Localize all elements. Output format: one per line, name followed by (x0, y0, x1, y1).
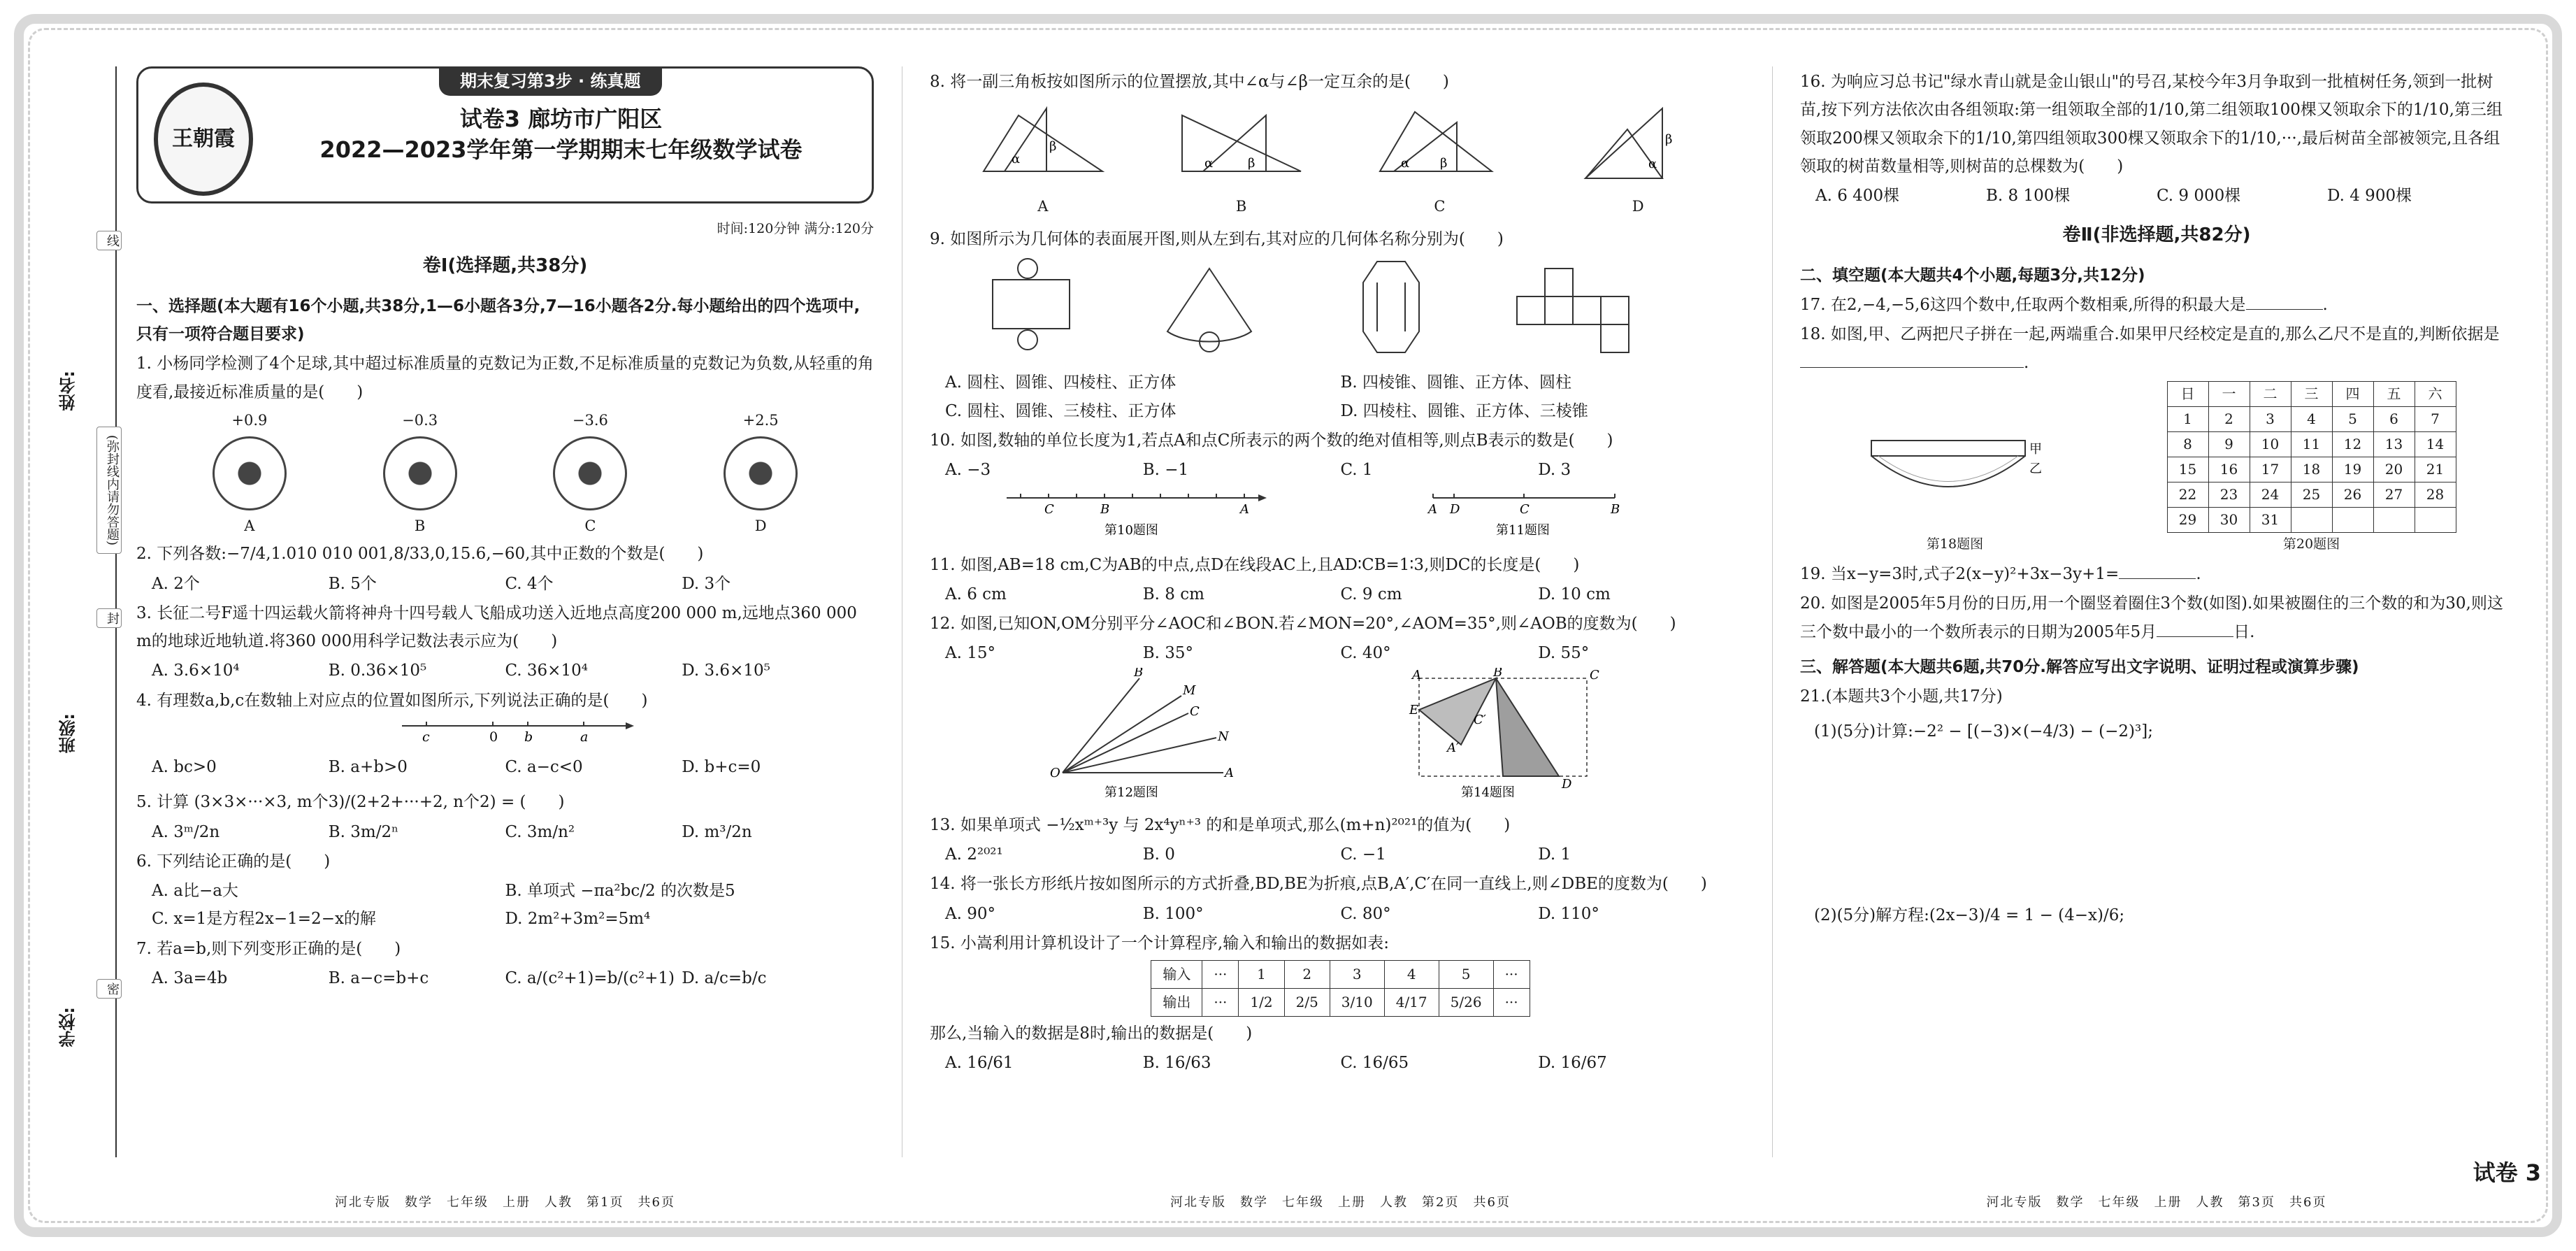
q8-figures (930, 97, 1751, 224)
q10-caption: 第10题图 (1104, 523, 1158, 538)
q18-figure (1857, 420, 2053, 556)
option-a: A. 3.6×10⁴ (152, 662, 240, 680)
exam-title-line1: 试卷3 廊坊市广阳区 (459, 106, 663, 132)
answer-blank[interactable] (1800, 367, 2024, 368)
q11-options (930, 580, 1751, 608)
option-d: D. 110° (1538, 904, 1599, 923)
option-a: A. 90° (945, 904, 995, 923)
q4-number-line (136, 716, 870, 744)
q10-options (930, 456, 1751, 484)
q14-caption: 第14题图 (1461, 785, 1515, 800)
option-c: C. 40° (1340, 644, 1391, 663)
school-label: 学校: (59, 1007, 78, 1048)
question-19: 19. 当x−y=3时,式子2(x−y)²+3x−3y+1= . (1800, 565, 2201, 583)
q16-options (1800, 182, 2513, 210)
option-b: B. −1 (1142, 461, 1189, 479)
soccer-ball-icon (383, 436, 457, 510)
svg-text:B: B (1100, 502, 1110, 517)
option-a: A. 6 400棵 (1815, 187, 1900, 205)
section2-instructions: 二、填空题(本大题共4个小题,每题3分,共12分) (1800, 266, 2145, 285)
option-b: B. a+b>0 (328, 758, 408, 776)
svg-text:α: α (1011, 152, 1021, 167)
question-15-ask: 那么,当输入的数据是8时,输出的数据是( ) (930, 1024, 1253, 1043)
page-2 (930, 66, 1751, 1210)
axis-label-b: b (524, 729, 533, 744)
option-c: C. a/(c²+1)=b/(c²+1) (505, 968, 675, 987)
q20-figure (2167, 381, 2456, 556)
option-b: B. 0 (1142, 845, 1175, 864)
svg-text:B: B (1493, 667, 1503, 680)
option-d: D. 3.6×10⁵ (682, 662, 770, 680)
option-c: C. −1 (1340, 845, 1386, 864)
q6-options (136, 877, 874, 934)
option-b: B. 单项式 −πa²bc/2 的次数是5 (505, 882, 735, 900)
q14-options (930, 900, 1751, 928)
seal-mark-feng: 封 (96, 608, 122, 628)
may-2005-calendar (2167, 381, 2456, 533)
page-footer-3: 河北专版 数学 七年级 上册 人教 第3页 共6页 (1986, 1194, 2327, 1210)
option-b: B. 5个 (328, 574, 377, 593)
svg-text:α: α (1648, 157, 1657, 172)
q8-figure-b: α β B (1175, 101, 1308, 220)
option-d: D. 16/67 (1538, 1054, 1607, 1073)
calendar-header: 日 一 二 三 四 五 六 (2167, 381, 2456, 406)
q15-io-table (1151, 960, 1530, 1017)
svg-text:A′: A′ (1447, 740, 1460, 755)
answer-blank[interactable] (2157, 636, 2233, 637)
ruler-diagram (1857, 420, 2053, 524)
option-c: C. 4个 (505, 574, 554, 593)
calendar-row: 29 30 31 (2167, 507, 2456, 532)
page-footer-2: 河北专版 数学 七年级 上册 人教 第2页 共6页 (1170, 1194, 1511, 1210)
part1-title: 卷Ⅰ(选择题,共38分) (422, 255, 588, 277)
table-row: 输出 ··· 1/2 2/5 3/10 4/17 5/26 ··· (1151, 989, 1530, 1017)
svg-text:N: N (1218, 729, 1229, 744)
option-d: D. 3个 (682, 574, 731, 593)
svg-text:A: A (1412, 667, 1421, 682)
calendar-row: 1 2 3 4 5 6 7 (2167, 406, 2456, 431)
option-d: D. 4 900棵 (2327, 187, 2412, 205)
page-1 (136, 66, 874, 1210)
question-1: 1. 小杨同学检测了4个足球,其中超过标准质量的克数记为正数,不足标准质量的克数记为负数,从轻重的角度看,最接近标准质量的是( ) (136, 355, 874, 401)
question-6: 6. 下列结论正确的是( ) (136, 852, 331, 871)
answer-blank[interactable] (2119, 578, 2196, 579)
option-a: A. 圆柱、圆锥、四棱柱、正方体 (945, 373, 1177, 392)
option-c: C. 3m/n² (505, 822, 575, 841)
question-7: 7. 若a=b,则下列变形正确的是( ) (136, 939, 401, 958)
review-step-badge: 期末复习第3步 · 练真题 (439, 66, 662, 96)
seal-mark-xian: 线 (96, 231, 122, 250)
table-row: 输入 ··· 1 2 3 4 5 ··· (1151, 961, 1530, 989)
option-b: B. 100° (1142, 904, 1204, 923)
exam-title (264, 103, 858, 165)
q15-options (930, 1049, 1751, 1077)
question-17: 17. 在2,−4,−5,6这四个数中,任取两个数相乘,所得的积最大是 . (1800, 296, 2328, 314)
svg-text:β: β (1247, 156, 1255, 171)
svg-text:A: A (1428, 502, 1437, 517)
svg-text:β: β (1665, 132, 1673, 148)
q12-options (930, 639, 1751, 667)
question-3: 3. 长征二号F遥十四运载火箭将神舟十四号载人飞船成功送入近地点高度200 000 m,远地点360 000 m的地球近地轨道.将360 000用科学记数法表示应为( ) (136, 603, 857, 650)
question-13: 13. 如果单项式 −½xᵐ⁺³y 与 2x⁴yⁿ⁺³ 的和是单项式,那么(m+n)²⁰²¹的值为( ) (930, 815, 1511, 834)
q9-options (930, 369, 1751, 425)
q20-caption: 第20题图 (2282, 536, 2340, 552)
option-a: A. 16/61 (945, 1054, 1014, 1073)
question-12: 12. 如图,已知ON,OM分别平分∠AOC和∠BON.若∠MON=20°,∠AOM=35°,则∠AOB的度数为( ) (930, 615, 1676, 633)
option-c: C. 80° (1340, 904, 1391, 923)
option-c: C. a−c<0 (505, 758, 583, 776)
option-a: A. 6 cm (945, 585, 1007, 603)
svg-text:C: C (1590, 667, 1599, 682)
option-a: A. 3a=4b (152, 968, 228, 987)
question-4: 4. 有理数a,b,c在数轴上对应点的位置如图所示,下列说法正确的是( ) (136, 691, 648, 710)
option-b: B. 8 100棵 (1986, 187, 2071, 205)
option-d: D. 55° (1538, 644, 1590, 663)
svg-text:M: M (1183, 682, 1196, 698)
question-8: 8. 将一副三角板按如图所示的位置摆放,其中∠α与∠β一定互余的是( ) (930, 73, 1449, 91)
svg-text:O: O (1050, 765, 1060, 780)
option-b: B. 四棱锥、圆锥、正方体、圆柱 (1340, 373, 1572, 392)
option-c: C. 圆柱、圆锥、三棱柱、正方体 (945, 401, 1177, 420)
question-5: 5. 计算 (3×3×···×3, m个3)/(2+2+···+2, n个2) = ( ) (136, 793, 565, 812)
option-d: D. 2m²+3m²=5m⁴ (505, 910, 651, 929)
option-c: C. 9 000棵 (2157, 187, 2241, 205)
page-3 (1800, 66, 2513, 1210)
svg-text:甲: 甲 (2029, 442, 2042, 457)
soccer-ball-icon (724, 436, 798, 510)
q8-figure-c: α β C (1373, 101, 1506, 220)
option-b: B. 35° (1142, 644, 1194, 663)
question-9: 9. 如图所示为几何体的表面展开图,则从左到右,其对应的几何体名称分别为( ) (930, 229, 1504, 248)
page-footer-1: 河北专版 数学 七年级 上册 人教 第1页 共6页 (335, 1194, 675, 1210)
option-a: A. 2个 (152, 574, 200, 593)
answer-space[interactable] (1800, 746, 2513, 900)
q4-options (136, 753, 874, 781)
q1-ball-a: +0.9 A (213, 408, 287, 539)
svg-text:D: D (1562, 776, 1572, 792)
question-2: 2. 下列各数:−7/4,1.010 010 001,8/33,0,15.6,−60,其中正数的个数是( ) (136, 545, 704, 564)
name-label: 姓名: (59, 371, 78, 411)
option-a: A. 3ᵐ/2n (152, 822, 220, 841)
paper-number: 试卷 3 (2473, 1159, 2541, 1186)
triangle-ruler-diagram (1373, 101, 1506, 185)
svg-text:B: B (1134, 667, 1144, 680)
svg-text:B: B (1611, 502, 1620, 517)
option-b: B. 3m/2ⁿ (328, 822, 399, 841)
option-c: C. 16/65 (1340, 1054, 1409, 1073)
option-d: D. 1 (1538, 845, 1571, 864)
svg-text:β: β (1049, 139, 1057, 155)
q9-nets-figure (930, 255, 1748, 359)
q1-ball-b: −0.3 B (383, 408, 457, 539)
q5-options (136, 818, 874, 846)
question-18: 18. 如图,甲、乙两把尺子拼在一起,两端重合.如果甲尺经校定是直的,那么乙尺不是直的,判断依据是. (1800, 325, 2500, 372)
q2-options (136, 570, 874, 598)
triangle-ruler-diagram (977, 101, 1109, 185)
q13-options (930, 841, 1751, 868)
answer-blank[interactable] (2246, 309, 2323, 310)
part2-title: 卷Ⅱ(非选择题,共82分) (2062, 224, 2251, 246)
question-20: 20. 如图是2005年5月份的日历,用一个圈竖着圈住3个数(如图).如果被圈住的三个数的和为30,则这三个数中最小的一个数所表示的日期为2005年5月 日. (1800, 594, 2503, 641)
svg-text:C: C (1190, 703, 1200, 719)
option-b: B. 0.36×10⁵ (328, 662, 427, 680)
option-a: A. 15° (945, 644, 995, 663)
triangle-ruler-diagram (1571, 101, 1704, 185)
calendar-row: 8 9 10 11 12 13 14 (2167, 431, 2456, 457)
question-11: 11. 如图,AB=18 cm,C为AB的中点,点D在线段AC上,且AD∶CB=1∶3,则DC的长度是( ) (930, 555, 1580, 574)
seal-mark-mi: 密 (96, 979, 122, 999)
axis-label-a: a (580, 729, 589, 744)
option-a: A. a比−a大 (152, 882, 238, 900)
calendar-row: 15 16 17 18 19 20 21 (2167, 457, 2456, 482)
option-d: D. m³/2n (682, 822, 752, 841)
q7-options (136, 964, 874, 992)
svg-text:A: A (1225, 765, 1234, 780)
question-10: 10. 如图,数轴的单位长度为1,若点A和点C所表示的两个数的绝对值相等,则点B表示的数是( ) (930, 431, 1613, 450)
question-21-part2: (2)(5分)解方程:(2x−3)/4 = 1 − (4−x)/6; (1814, 906, 2125, 924)
q12-q14-figures (930, 668, 1748, 801)
option-d: D. 3 (1538, 461, 1571, 479)
q1-ball-d: +2.5 D (724, 408, 798, 539)
triangle-ruler-diagram (1175, 101, 1308, 185)
question-21-part1: (1)(5分)计算:−2² − [(−3)×(−4/3) − (−2)³]; (1814, 722, 2153, 741)
option-b: B. 16/63 (1142, 1054, 1211, 1073)
question-16: 16. 为响应习总书记"绿水青山就是金山银山"的号召,某校今年3月争取到一批植树任务,领到一批树苗,按下列方法依次由各组领取:第一组领取全部的1/10,第二组领取100棵又领取余下的1/10,第三组领取200棵又领取余下的1/10,第四组领取300棵又领取余下的1/10,···,最后树苗全部被领完,且各组领取的树苗数量相等,则树苗的总棵数为( ) (1800, 73, 2503, 176)
section1-instructions: 一、选择题(本大题有16个小题,共38分,1—6小题各3分,7—16小题各2分.每小题给出的四个选项中,只有一项符合题目要求) (136, 296, 861, 343)
svg-text:C: C (1044, 502, 1054, 517)
svg-text:E: E (1409, 702, 1419, 717)
exam-meta: 时间:120分钟 满分:120分 (717, 221, 874, 236)
option-a: A. 2²⁰²¹ (945, 845, 1003, 864)
section3-instructions: 三、解答题(本大题共6题,共70分.解答应写出文字说明、证明过程或演算步骤) (1800, 657, 2359, 676)
q3-options (136, 657, 874, 685)
student-info-strip (49, 210, 98, 1119)
option-d: D. b+c=0 (682, 758, 761, 776)
option-a: A. −3 (945, 461, 991, 479)
svg-text:α: α (1204, 156, 1213, 171)
publisher-logo: 王朝霞 (154, 83, 253, 196)
column-separator (1772, 66, 1773, 1157)
option-b: B. 8 cm (1142, 585, 1204, 603)
svg-text:A: A (1240, 502, 1249, 517)
svg-text:C: C (1520, 502, 1530, 517)
option-c: C. x=1是方程2x−1=2−x的解 (152, 910, 376, 929)
svg-text:乙: 乙 (2029, 462, 2042, 476)
soccer-ball-icon (213, 436, 287, 510)
option-c: C. 1 (1340, 461, 1373, 479)
option-b: B. a−c=b+c (328, 968, 429, 987)
axis-label-c: c (422, 729, 430, 744)
svg-text:α: α (1401, 156, 1410, 171)
q1-ball-c: −3.6 C (553, 408, 627, 539)
option-c: C. 9 cm (1340, 585, 1402, 603)
q18-q20-figures (1800, 381, 2513, 556)
option-a: A. bc>0 (152, 758, 217, 776)
class-label: 班级: (59, 713, 78, 754)
question-15: 15. 小嵩利用计算机设计了一个计算程序,输入和输出的数据如表: (930, 934, 1389, 952)
q8-figure-d: α β D (1571, 101, 1704, 220)
option-d: D. a/c=b/c (682, 968, 767, 987)
option-d: D. 四棱柱、圆锥、正方体、三棱锥 (1340, 401, 1588, 420)
seal-note: (弥封线内请勿答题) (96, 427, 122, 554)
question-14: 14. 将一张长方形纸片按如图所示的方式折叠,BD,BE为折痕,点B,A′,C′在同一直线上,则∠DBE的度数为( ) (930, 875, 1707, 894)
question-21: 21.(本题共3个小题,共17分) (1800, 687, 2003, 706)
q1-figure (136, 408, 874, 539)
q8-figure-a: α β A (977, 101, 1109, 220)
q12-caption: 第12题图 (1104, 785, 1158, 800)
q18-caption: 第18题图 (1926, 536, 1984, 552)
q11-caption: 第11题图 (1496, 523, 1550, 538)
svg-text:D: D (1450, 502, 1460, 517)
q10-q11-figures (930, 484, 1748, 540)
option-c: C. 36×10⁴ (505, 662, 588, 680)
axis-label-0: 0 (489, 729, 498, 744)
soccer-ball-icon (553, 436, 627, 510)
exam-header (136, 66, 874, 203)
exam-title-line2: 2022—2023学年第一学期期末七年级数学试卷 (319, 136, 803, 163)
calendar-row: 22 23 24 25 26 27 28 (2167, 482, 2456, 507)
svg-text:β: β (1440, 156, 1448, 171)
svg-text:C′: C′ (1474, 712, 1486, 727)
option-d: D. 10 cm (1538, 585, 1611, 603)
